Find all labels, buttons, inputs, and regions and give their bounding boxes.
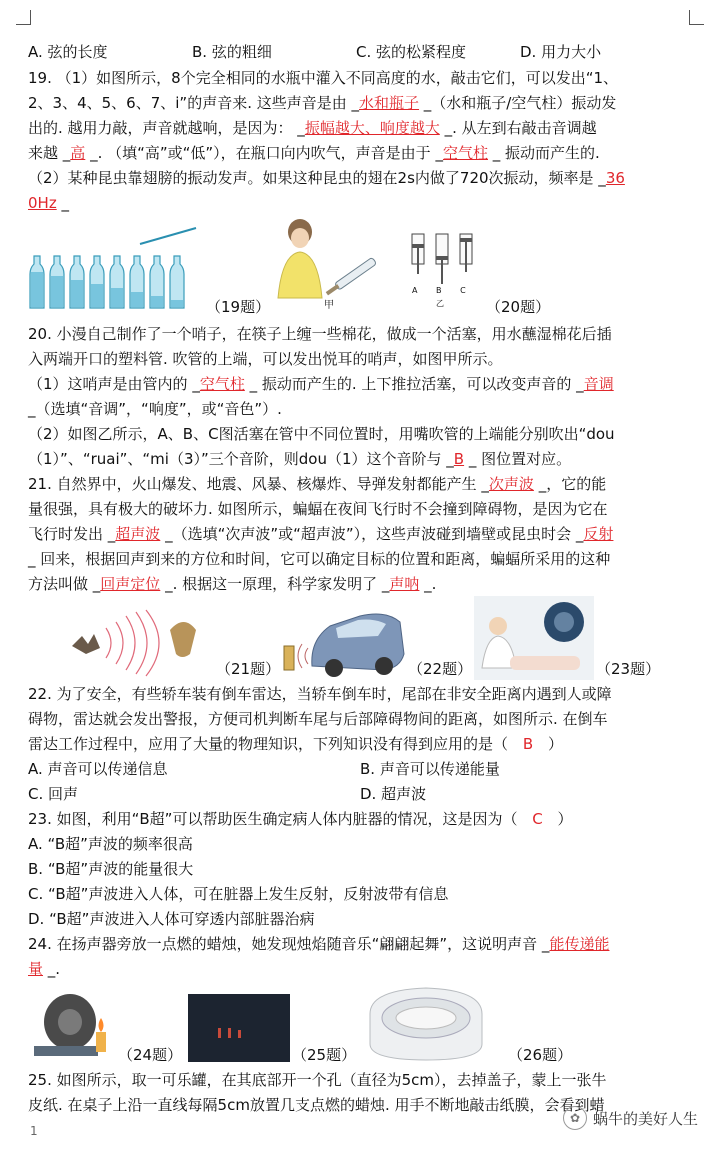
q19-answer-5-cont: 0Hz <box>28 194 57 212</box>
doctor-head <box>489 617 507 635</box>
obstacle-stack <box>284 646 294 670</box>
q19-line-4 <box>28 141 692 166</box>
q23-option-c: C. “B超”声波进入人体，可在脏器上发生反射，反射波带有信息 <box>28 885 449 903</box>
q21-line-5 <box>28 572 692 597</box>
caption-yi: 乙 <box>436 299 444 308</box>
q19-line-3 <box>28 116 692 141</box>
q24-line-1 <box>28 932 692 957</box>
q24-line-2 <box>28 957 692 982</box>
q22-text: ） <box>548 735 564 753</box>
q22-answer: B <box>522 735 534 753</box>
speaker-center <box>58 1009 82 1035</box>
q19-text: 2、3、4、5、6、7、i”的声音来. 这些声音是由 _ <box>28 94 360 112</box>
caption-q19: （19题） <box>206 298 271 316</box>
moth-icon <box>170 622 196 657</box>
q20-line-5: （2）如图乙所示，A、B、C图活塞在管中不同位置时，用嘴吹管的上端能分别吹出“dou <box>28 425 615 443</box>
b-ultrasound-figure <box>474 596 594 680</box>
q18-options <box>28 40 692 65</box>
q19-text: 来越 _ <box>28 144 71 162</box>
q20-line-3 <box>28 372 692 397</box>
q25-line-1: 25. 如图所示，取一可乐罐，在其底部开一个孔（直径为5cm），去掉盖子，蒙上一张牛 <box>28 1071 607 1089</box>
girl-face <box>291 228 309 248</box>
whistle-tube <box>325 257 377 297</box>
candle <box>96 1032 106 1052</box>
caption-q26: （26题） <box>508 1046 573 1064</box>
q22-line-1: 22. 为了安全，有些轿车装有倒车雷达，当轿车倒车时，尾部在非安全距离内遇到人或障 <box>28 685 612 703</box>
q22-line-3 <box>28 732 692 757</box>
q19-line-1: 19. （1）如图所示，8个完全相同的水瓶中灌入不同高度的水，敲击它们，可以发出“1、 <box>28 69 619 87</box>
q22-options-ab <box>28 757 692 782</box>
label-a: A <box>412 286 418 295</box>
q23-option-a: A. “B超”声波的频率很高 <box>28 835 193 853</box>
q21-text: _. 根据这一原理，科学家发明了 _ <box>160 575 390 593</box>
label-c: C <box>460 286 466 295</box>
q21-line-4: _ 回来，根据回声到来的方位和时间，它可以确定目标的位置和距离，蝙蝠所采用的这种 <box>28 550 611 568</box>
q19-answer-3: 高 <box>70 144 86 162</box>
radar-waves <box>298 644 308 668</box>
q19-text: _. 从左到右敲击音调越 <box>439 119 597 137</box>
q18-option-b: B. 弦的粗细 <box>192 43 272 61</box>
q19-text: _（水和瓶子/空气柱）振动发 <box>419 94 617 112</box>
water-bottles-figure <box>28 226 208 312</box>
q20-answer-1: 空气柱 <box>199 375 245 393</box>
q21-line-3 <box>28 522 692 547</box>
caption-q24: （24题） <box>118 1046 183 1064</box>
reverse-radar-car-figure <box>282 596 406 680</box>
q23-option-d: D. “B超”声波进入人体可穿透内部脏器治病 <box>28 910 315 928</box>
q19-answer-1: 水和瓶子 <box>359 94 420 112</box>
q20-line-1: 20. 小漫自己制作了一个哨子，在筷子上缠一些棉花，做成一个活塞，用水蘸湿棉花后插 <box>28 325 612 343</box>
q21-text: 21. 自然界中，火山爆发、地震、风暴、核爆炸、导弹发射都能产生 _ <box>28 475 489 493</box>
q21-answer-4: 回声定位 <box>100 575 161 593</box>
car-wheel <box>375 657 393 675</box>
crop-mark-top-right <box>689 10 704 25</box>
q21-text: 飞行时发出 _ <box>28 525 116 543</box>
q20-text: （1）这哨声是由管内的 _ <box>28 375 200 393</box>
q20-text: （1）”、“ruai”、“mi（3）”三个音阶，则dou（1）这个音阶与 _ <box>28 450 454 468</box>
caption-q23: （23题） <box>596 660 661 678</box>
q20-line-2: 入两端开口的塑料管. 吹管的上端，可以发出悦耳的哨声，如图甲所示。 <box>28 350 503 368</box>
q19-text: （2）某种昆虫靠翅膀的振动发声。如果这种昆虫的翅在2s内做了720次振动，频率是 _ <box>28 169 606 187</box>
q21-answer-2: 超声波 <box>115 525 161 543</box>
q23-line-1 <box>28 807 692 832</box>
girl-whistle-figure <box>272 218 384 308</box>
caption-q20: （20题） <box>486 298 551 316</box>
q21-line-1 <box>28 472 692 497</box>
q21-answer-1: 次声波 <box>488 475 534 493</box>
page-number: 1 <box>30 1124 38 1138</box>
q22-option-a: A. 声音可以传递信息 <box>28 760 168 778</box>
q19-text: _. （填“高”或“低”），在瓶口向内吹气，声音是由于 _ <box>85 144 443 162</box>
caption-q22: （22题） <box>408 660 473 678</box>
speaker-candle-figure <box>30 988 116 1064</box>
ultrasonic-cleaner-figure <box>360 984 492 1064</box>
watermark <box>563 1106 698 1130</box>
q19-text: _ <box>56 194 69 212</box>
q21-answer-3: 反射 <box>583 525 614 543</box>
q20-line-4: _（选填“音调”，“响度”，或“音色”）. <box>28 400 282 418</box>
q19-line-6 <box>28 191 692 216</box>
q24-text: 24. 在扬声器旁放一点燃的蜡烛，她发现烛焰随音乐“翩翩起舞”，这说明声音 _ <box>28 935 550 953</box>
q19-text: _ 振动而产生的. <box>487 144 600 162</box>
scan-image <box>554 612 574 632</box>
bat-echolocation-figure <box>66 608 216 678</box>
candle-flame-icon <box>99 1018 104 1032</box>
caption-q21: （21题） <box>216 660 281 678</box>
q22-option-b: B. 声音可以传递能量 <box>360 760 500 778</box>
q19-text: 出的. 越用力敲，声音就越响，是因为： _ <box>28 119 305 137</box>
q18-option-d: D. 用力大小 <box>520 43 602 61</box>
label-b: B <box>436 286 442 295</box>
q23-answer: C <box>532 810 543 828</box>
bat-icon <box>72 634 100 654</box>
q22-text: 雷达工作过程中，应用了大量的物理知识，下列知识没有得到应用的是（ <box>28 735 509 753</box>
q18-option-c: C. 弦的松紧程度 <box>356 43 467 61</box>
q20-answer-3: B <box>453 450 465 468</box>
q22-options-cd <box>28 782 692 807</box>
q20-line-6 <box>28 447 692 472</box>
q24-answer: 能传递能 <box>549 935 610 953</box>
candles-dark-figure <box>188 994 290 1062</box>
dark-background <box>188 994 290 1062</box>
q19-line-2 <box>28 91 692 116</box>
q19-answer-2: 振幅越大、响度越大 <box>304 119 440 137</box>
wechat-icon: ✿ <box>563 1106 587 1130</box>
tube-labels <box>412 286 466 295</box>
q24-text: _. <box>43 960 61 978</box>
q19-line-5 <box>28 166 692 191</box>
q22-option-d: D. 超声波 <box>360 785 427 803</box>
q21-text: _（选填“次声波”或“超声波”），这些声波碰到墙壁或昆虫时会 _ <box>160 525 584 543</box>
q21-line-2: 量很强，具有极大的破坏力. 如图所示，蝙蝠在夜间飞行时不会撞到障碍物，是因为它在 <box>28 500 608 518</box>
q19-answer-5: 36 <box>605 169 625 187</box>
q22-option-c: C. 回声 <box>28 785 79 803</box>
caption-jia: 甲 <box>324 300 334 311</box>
q23-text: ） <box>557 810 573 828</box>
girl-body <box>278 252 322 298</box>
q23-text: 23. 如图，利用“B超”可以帮助医生确定病人体内脏器的情况，这是因为（ <box>28 810 518 828</box>
q22-line-2: 碍物，雷达就会发出警报，方便司机判断车尾与后部障碍物间的距离，如图所示. 在倒车 <box>28 710 608 728</box>
q21-answer-5: 声呐 <box>389 575 420 593</box>
sound-waves <box>106 610 159 676</box>
q21-text: _. <box>419 575 437 593</box>
caption-q25: （25题） <box>292 1046 357 1064</box>
q25-line-2: 皮纸. 在桌子上沿一直线每隔5cm放置几支点燃的蜡烛. 用手不断地敲击纸膜，会看到蜡 <box>28 1096 605 1114</box>
q21-text: 方法叫做 _ <box>28 575 101 593</box>
q20-answer-2: 音调 <box>583 375 614 393</box>
patient <box>510 656 580 670</box>
tube-piston-figure <box>406 230 478 294</box>
q21-text: _，它的能 <box>533 475 607 493</box>
speaker-base <box>34 1046 98 1056</box>
q24-answer-cont: 量 <box>28 960 44 978</box>
car-wheel <box>325 659 343 677</box>
q18-option-a: A. 弦的长度 <box>28 43 108 61</box>
glasses-icon <box>396 1007 456 1029</box>
watermark-text: 蜗牛的美好人生 <box>592 1109 698 1128</box>
q20-text: _ 振动而产生的. 上下推拉活塞，可以改变声音的 _ <box>244 375 584 393</box>
striking-stick <box>140 228 196 244</box>
q23-option-b: B. “B超”声波的能量很大 <box>28 860 194 878</box>
q20-text: _ 图位置对应。 <box>464 450 572 468</box>
crop-mark-top-left <box>16 10 31 25</box>
q19-answer-4: 空气柱 <box>442 144 488 162</box>
